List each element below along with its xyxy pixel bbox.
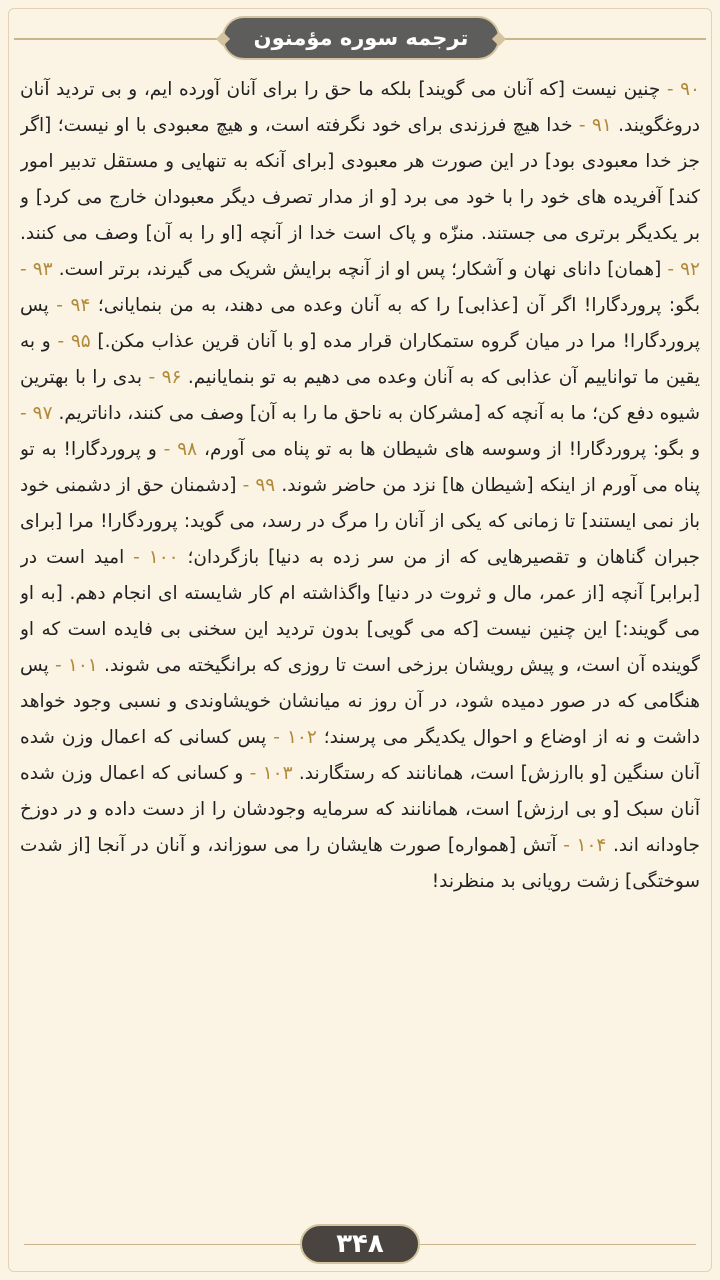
verse-number: ۹۰ -	[666, 79, 700, 100]
verse-number: ۱۰۲ -	[273, 727, 317, 748]
translation-text	[20, 72, 700, 1224]
verse-text: و به یقین ما تواناییم آن عذابی که به آنان وعده می دهیم به تو بنمایانیم.	[20, 331, 700, 388]
verse-number: ۱۰۴ -	[563, 835, 607, 856]
verse-text: [دشمنان حق از دشمنی خود باز نمی ایستند] تا زمانی که یکی از آنان را مرگ در رسد، می گوید: پروردگارا! مرا [برای جبران گناهان و تقصیرهایی که از من سر زده به دنیا] بازگردان؛	[20, 475, 700, 568]
header	[0, 16, 720, 62]
verse-number: ۹۲ -	[667, 259, 700, 280]
verse-text: و پروردگارا! به تو پناه می آورم از اینکه [شیطان ها] نزد من حاضر شوند.	[20, 439, 700, 496]
verse-text: پس پروردگارا! مرا در میان گروه ستمکاران قرار مده [و با آنان قرین عذاب مکن.]	[20, 295, 700, 352]
verse-paragraph	[20, 72, 700, 900]
verse-number: ۱۰۱ -	[54, 655, 98, 676]
verse-number: ۱۰۰ -	[133, 547, 179, 568]
verse-text: آتش [همواره] صورت هایشان را می سوزاند، و آنان در آنجا [از شدت سوختگی] زشت رویانی بد منظرند!	[20, 835, 700, 892]
verse-number: ۱۰۳ -	[249, 763, 293, 784]
verse-text: بگو: پروردگارا! اگر آن [عذابی] را که به آنان وعده می دهند، به من بنمایانی؛	[90, 295, 700, 316]
verse-text: امید است در [برابر] آنچه [از عمر، مال و ثروت در دنیا] واگذاشته ام کار شایسته ای انجام دهم. [به او می گویند:] این چنین نیست [که می گویی] بدون تردید این سخنی بی فایده است که او گوینده آن است، و پیش رویشان برزخی است تا روزی که برانگیخته می شوند.	[20, 547, 700, 676]
verse-text: خدا هیچ فرزندی برای خود نگرفته است، و هیچ معبودی با او نیست؛ [اگر جز خدا معبودی بود] در این صورت هر معبودی [برای آنکه به تنهایی و مستقل تدبیر امور کند] آفریده های خود را با خود می برد [و از مدار تصرف دیگر معبودان خارج می کرد] و بر یکدیگر برتری می جستند. منزّه و پاک است خدا از آنچه [او را به آن] وصف می کنند.	[20, 115, 700, 244]
verse-number: ۹۶ -	[148, 367, 182, 388]
verse-text: پس هنگامی که در صور دمیده شود، در آن روز نه میانشان خویشاوندی و نسبی وجود خواهد داشت و نه از اوضاع و احوال یکدیگر می پرسند؛	[20, 655, 700, 748]
verse-text: پس کسانی که اعمال وزن شده آنان سنگین [و باارزش] است، همانانند که رستگارند.	[20, 727, 700, 784]
verse-number: ۹۸ -	[163, 439, 198, 460]
verse-number: ۹۳ -	[20, 259, 53, 280]
verse-number: ۹۴ -	[56, 295, 91, 316]
verse-text: [همان] دانای نهان و آشکار؛ پس او از آنچه برایش شریک می گیرند، برتر است.	[52, 259, 668, 280]
verse-text: چنین نیست [که آنان می گویند] بلکه ما حق را برای آنان آورده ایم، و بی تردید آنان دروغگویند.	[20, 79, 700, 136]
verse-text: و بگو: پروردگارا! از وسوسه های شیطان ها به تو پناه می آورم،	[197, 439, 700, 460]
verse-number: ۹۹ -	[242, 475, 276, 496]
verse-text: و کسانی که اعمال وزن شده آنان سبک [و بی ارزش] است، همانانند که سرمایه وجودشان را از دست داده و در دوزخ جاودانه اند.	[20, 763, 700, 856]
footer	[0, 1222, 720, 1268]
verse-number: ۹۷ -	[20, 403, 53, 424]
verse-number: ۹۵ -	[57, 331, 91, 352]
surah-title: ترجمه سوره مؤمنون	[222, 16, 500, 60]
verse-text: بدی را با بهترین شیوه دفع کن؛ ما به آنچه که [مشرکان به ناحق ما را به آن] وصف می کنند، داناتریم.	[20, 367, 700, 424]
verse-number: ۹۱ -	[578, 115, 612, 136]
page-number: ۳۴۸	[300, 1224, 420, 1264]
